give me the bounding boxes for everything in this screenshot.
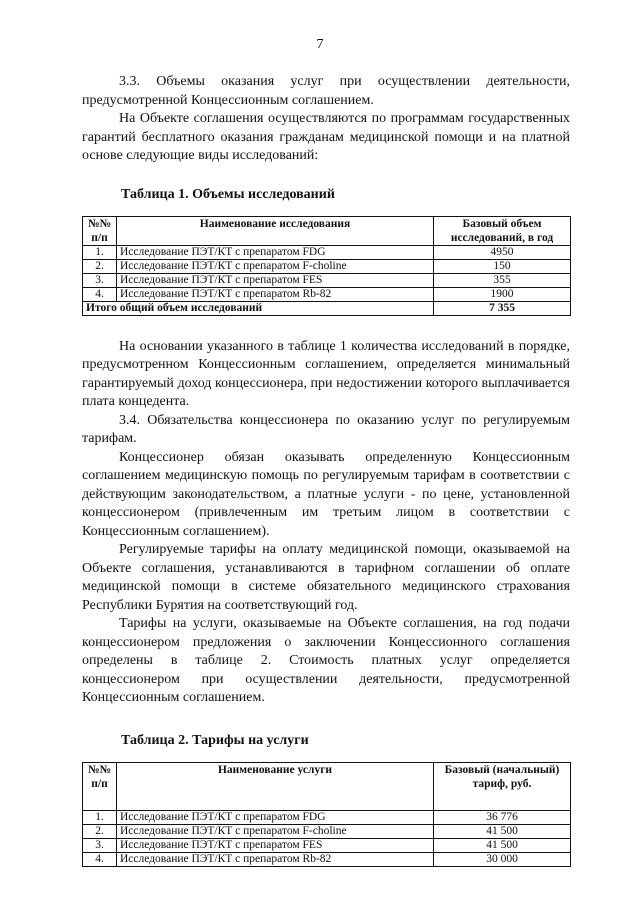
table-row bbox=[83, 852, 571, 866]
total-value: 7 355 bbox=[434, 301, 571, 315]
row-num: 1. bbox=[83, 245, 117, 259]
row-name: Исследование ПЭТ/КТ с препаратом F-choline bbox=[117, 824, 434, 838]
page-number: 7 bbox=[316, 37, 324, 52]
header-tariff: Базовый (начальный) тариф, руб. bbox=[434, 762, 571, 810]
table-row bbox=[83, 245, 571, 259]
row-num: 1. bbox=[83, 810, 117, 824]
paragraph-min-income: На основании указанного в таблице 1 количества исследований в порядке, предусмотренном Концессионным соглашением, определяется минимальный гарантируемый доход концессионера, при недостижении которого выплачивается плата концедента. bbox=[82, 338, 570, 409]
row-num: 2. bbox=[83, 824, 117, 838]
paragraph-research-types: На Объекте соглашения осуществляются по программам государственных гарантий бесплатного оказания гражданам медицинской помощи и на платной основе следующие виды исследований: bbox=[82, 111, 570, 163]
row-value: 36 776 bbox=[434, 810, 571, 824]
table-header-row bbox=[83, 762, 571, 810]
header-num: №№ п/п bbox=[83, 216, 117, 245]
row-num: 2. bbox=[83, 259, 117, 273]
row-value: 1900 bbox=[434, 287, 571, 301]
row-value: 4950 bbox=[434, 245, 571, 259]
table-row bbox=[83, 259, 571, 273]
row-name: Исследование ПЭТ/КТ с препаратом FDG bbox=[117, 810, 434, 824]
row-value: 30 000 bbox=[434, 852, 571, 866]
table-row bbox=[83, 273, 571, 287]
table2-title: Таблица 2. Тарифы на услуги bbox=[121, 732, 309, 748]
paragraph-3-4: 3.4. Обязательства концессионера по оказанию услуг по регулируемым тарифам. bbox=[82, 412, 570, 446]
table-service-tariffs bbox=[82, 762, 571, 867]
table1-title: Таблица 1. Объемы исследований bbox=[121, 186, 335, 202]
table-header-row bbox=[83, 216, 571, 245]
table-row bbox=[83, 838, 571, 852]
row-value: 355 bbox=[434, 273, 571, 287]
header-num: №№ п/п bbox=[83, 762, 117, 810]
paragraph-regulated-tariffs: Регулируемые тарифы на оплату медицинской помощи, оказываемой на Объекте соглашения, устанавливаются в тарифном соглашении об оплате медицинской помощи в системе обязательного медицинского страхования Республики Бурятия на соответствующий год. bbox=[82, 542, 570, 613]
document-body bbox=[82, 73, 570, 867]
row-num: 3. bbox=[83, 273, 117, 287]
row-num: 3. bbox=[83, 838, 117, 852]
row-name: Исследование ПЭТ/КТ с препаратом FES bbox=[117, 273, 434, 287]
paragraph-3-3: 3.3. Объемы оказания услуг при осуществлении деятельности, предусмотренной Концессионным соглашением. bbox=[82, 74, 570, 108]
header-name: Наименование услуги bbox=[117, 762, 434, 810]
table-row bbox=[83, 287, 571, 301]
row-value: 150 bbox=[434, 259, 571, 273]
row-name: Исследование ПЭТ/КТ с препаратом FES bbox=[117, 838, 434, 852]
header-name: Наименование исследования bbox=[117, 216, 434, 245]
table-research-volumes bbox=[82, 216, 571, 316]
row-name: Исследование ПЭТ/КТ с препаратом Rb-82 bbox=[117, 287, 434, 301]
paragraph-tariffs-table2: Тарифы на услуги, оказываемые на Объекте соглашения, на год подачи концессионером предложения о заключении Концессионного соглашения определены в таблице 2. Стоимость платных услуг определяется концессионером при осуществлении деятельности, предусмотренной Концессионным соглашением. bbox=[82, 616, 570, 705]
table-row bbox=[83, 810, 571, 824]
table-row bbox=[83, 824, 571, 838]
row-num: 4. bbox=[83, 287, 117, 301]
row-value: 41 500 bbox=[434, 824, 571, 838]
paragraph-obligations: Концессионер обязан оказывать определенную Концессионным соглашением медицинскую помощь по регулируемым тарифам в соответствии с действующим законодательством, а платные услуги - по цене, установленной концессионером (привлеченным им третьим лицом в соответствии с Концессионным соглашением). bbox=[82, 449, 570, 539]
header-volume: Базовый объем исследований, в год bbox=[434, 216, 571, 245]
row-name: Исследование ПЭТ/КТ с препаратом Rb-82 bbox=[117, 852, 434, 866]
total-label: Итого общий объем исследований bbox=[83, 301, 434, 315]
row-name: Исследование ПЭТ/КТ с препаратом FDG bbox=[117, 245, 434, 259]
row-value: 41 500 bbox=[434, 838, 571, 852]
table-total-row bbox=[83, 301, 571, 315]
row-num: 4. bbox=[83, 852, 117, 866]
row-name: Исследование ПЭТ/КТ с препаратом F-choline bbox=[117, 259, 434, 273]
